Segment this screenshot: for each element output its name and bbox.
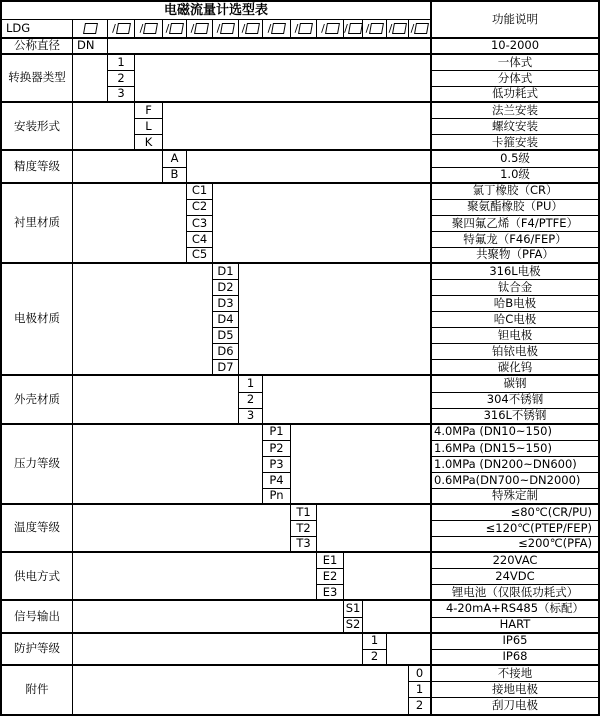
category-label: 公称直径	[2, 39, 73, 55]
box-icon	[194, 23, 209, 34]
category-label: 电极材质	[2, 264, 73, 377]
value-cell: ≤200℃(PFA)	[432, 537, 598, 553]
code-cell: C1	[187, 184, 213, 200]
filler-cell	[73, 505, 291, 553]
value-cell: 哈B电极	[432, 296, 598, 312]
category-label: 安装形式	[2, 103, 73, 151]
code-cell: 1	[239, 376, 263, 392]
filler-cell	[73, 376, 239, 424]
model-code-slash-box: /	[239, 20, 263, 39]
code-cell: K	[135, 135, 163, 151]
code-cell: E1	[317, 553, 344, 569]
category-label: 附件	[2, 666, 73, 714]
value-cell: 刮刀电极	[492, 698, 538, 713]
value-cell: 螺纹安装	[432, 119, 598, 135]
code-cell: E3	[317, 585, 344, 601]
model-code-slash-box: /	[363, 20, 387, 39]
model-code-box	[73, 20, 108, 39]
model-prefix-label: LDG	[2, 20, 73, 39]
category-label: 压力等级	[2, 425, 73, 505]
model-code-slash-box: /	[263, 20, 291, 39]
value-cell: 0.5级	[432, 151, 598, 167]
code-cell: C3	[187, 216, 213, 232]
box-icon	[348, 23, 363, 34]
value-cell: 24VDC	[432, 569, 598, 585]
code-cell: P1	[263, 425, 291, 441]
code-cell: P4	[263, 473, 291, 489]
category-label: 信号输出	[2, 601, 73, 633]
code-cell: D1	[213, 264, 239, 280]
box-icon	[116, 23, 131, 34]
model-code-slash-box: /	[163, 20, 187, 39]
code-cell: 2	[239, 393, 263, 409]
box-icon	[392, 23, 407, 34]
value-cell: 1.6MPa (DN15~150)	[432, 441, 598, 457]
value-cell: 共聚物（PFA）	[432, 248, 598, 264]
category-label: 供电方式	[2, 553, 73, 601]
value-cell: IP65	[432, 634, 598, 650]
value-cell: 1.0MPa (DN200~DN600)	[432, 457, 598, 473]
filler-cell	[263, 376, 432, 424]
model-code-slash-box: /	[108, 20, 135, 39]
code-cell: DN	[73, 39, 108, 55]
filler-cell	[73, 103, 135, 151]
category-label: 温度等级	[2, 505, 73, 553]
code-cell: 1	[409, 682, 432, 698]
code-cell: D6	[213, 344, 239, 360]
code-cell: 2	[108, 71, 135, 87]
box-icon	[325, 23, 340, 34]
filler-cell	[108, 39, 432, 55]
value-cell: 220VAC	[432, 553, 598, 569]
code-cell: C4	[187, 232, 213, 248]
code-cell: E2	[317, 569, 344, 585]
box-icon	[169, 23, 184, 34]
category-label: 防护等级	[2, 634, 73, 666]
value-cell: 聚四氟乙烯（F4/PTFE）	[432, 216, 598, 232]
value-cell: 卡箍安装	[432, 135, 598, 151]
box-icon	[245, 23, 260, 34]
code-cell: D2	[213, 280, 239, 296]
value-cell: 10-2000	[432, 39, 598, 55]
code-cell: D5	[213, 328, 239, 344]
value-cell: 碳化钨	[432, 360, 598, 376]
value-cell: 316L电极	[432, 264, 598, 280]
value-cell: 法兰安装	[432, 103, 598, 119]
filler-cell	[73, 601, 344, 633]
code-cell: 2	[409, 698, 432, 714]
code-cell: T1	[291, 505, 317, 521]
filler-cell	[135, 55, 432, 103]
value-cell: 聚氨酯橡胶（PU）	[432, 200, 598, 216]
code-cell: P2	[263, 441, 291, 457]
value-cell: 316L不锈钢	[432, 409, 598, 425]
value-cell: 304不锈钢	[432, 393, 598, 409]
code-cell: S1	[344, 601, 363, 617]
model-code-slash-box: /	[213, 20, 239, 39]
box-icon	[369, 23, 384, 34]
model-code-slash-box: /	[317, 20, 344, 39]
box-icon	[271, 23, 286, 34]
value-cell: ≤120℃(PTEP/FEP)	[432, 521, 598, 537]
filler-cell	[239, 264, 432, 377]
category-label: 精度等级	[2, 151, 73, 183]
code-cell: P3	[263, 457, 291, 473]
model-code-slash-box: /	[187, 20, 213, 39]
code-cell: D7	[213, 360, 239, 376]
model-code-slash-box: /	[387, 20, 409, 39]
code-cell: 1	[363, 634, 387, 650]
value-cell: 0.6MPa(DN700~DN2000)	[432, 473, 598, 489]
value-cell: 铂铱电极	[432, 344, 598, 360]
filler-cell	[291, 425, 432, 505]
value-cell: ≤80℃(CR/PU)	[432, 505, 598, 521]
filler-cell	[73, 553, 317, 601]
filler-cell	[387, 634, 432, 666]
code-cell: L	[135, 119, 163, 135]
code-cell: T3	[291, 537, 317, 553]
code-cell: 3	[108, 87, 135, 103]
filler-cell	[163, 103, 432, 151]
code-cell: 2	[363, 650, 387, 666]
box-icon	[83, 23, 98, 34]
code-cell: 0	[409, 666, 432, 682]
code-cell: C2	[187, 200, 213, 216]
value-cell: 1.0级	[432, 168, 598, 184]
function-column-header: 功能说明	[432, 2, 598, 39]
category-label: 衬里材质	[2, 184, 73, 264]
filler-cell	[73, 184, 187, 264]
value-cell: 特殊定制	[432, 489, 598, 505]
value-cell: 钛合金	[432, 280, 598, 296]
value-cell: 特氟龙（F46/FEP）	[432, 232, 598, 248]
filler-cell	[73, 151, 163, 183]
box-icon	[143, 23, 158, 34]
model-code-slash-box: /	[409, 20, 432, 39]
code-cell: 1	[108, 55, 135, 71]
value-cell: 锂电池（仅限低功耗式）	[432, 585, 598, 601]
filler-cell	[73, 666, 409, 714]
value-cell: HART	[432, 618, 598, 634]
code-cell: D3	[213, 296, 239, 312]
category-label: 转换器类型	[2, 55, 73, 103]
code-cell: A	[163, 151, 187, 167]
value-cell: 4-20mA+RS485（标配）	[432, 601, 598, 617]
box-icon	[220, 23, 235, 34]
filler-cell	[73, 425, 263, 505]
filler-cell	[317, 505, 432, 553]
filler-cell	[344, 553, 432, 601]
filler-cell	[363, 601, 432, 633]
page-title: 电磁流量计选型表	[2, 2, 432, 20]
value-cell: 4.0MPa (DN10~150)	[432, 425, 598, 441]
value-cell: 氯丁橡胶（CR）	[432, 184, 598, 200]
box-icon	[298, 23, 313, 34]
filler-cell	[73, 264, 213, 377]
category-label: 外壳材质	[2, 376, 73, 424]
model-code-slash-box: /	[291, 20, 317, 39]
filler-cell	[187, 151, 432, 183]
code-cell: F	[135, 103, 163, 119]
value-cell: 碳钢	[432, 376, 598, 392]
code-cell: 3	[239, 409, 263, 425]
code-cell: C5	[187, 248, 213, 264]
value-cell: 不接地	[432, 666, 598, 682]
code-cell: B	[163, 168, 187, 184]
value-cell: 哈C电极	[432, 312, 598, 328]
box-icon	[414, 23, 429, 34]
value-cell: IP68	[432, 650, 598, 666]
code-cell: S2	[344, 618, 363, 634]
value-cell: 一体式	[432, 55, 598, 71]
model-code-slash-box: /	[344, 20, 363, 39]
filler-cell	[213, 184, 432, 264]
filler-cell	[73, 634, 363, 666]
value-cell: 低功耗式	[432, 87, 598, 103]
code-cell: T2	[291, 521, 317, 537]
code-cell: Pn	[263, 489, 291, 505]
model-code-slash-box: /	[135, 20, 163, 39]
filler-cell	[73, 55, 108, 103]
value-cell: 分体式	[432, 71, 598, 87]
value-cell: 钽电极	[432, 328, 598, 344]
value-cell: 接地电极	[432, 682, 598, 698]
code-cell: D4	[213, 312, 239, 328]
